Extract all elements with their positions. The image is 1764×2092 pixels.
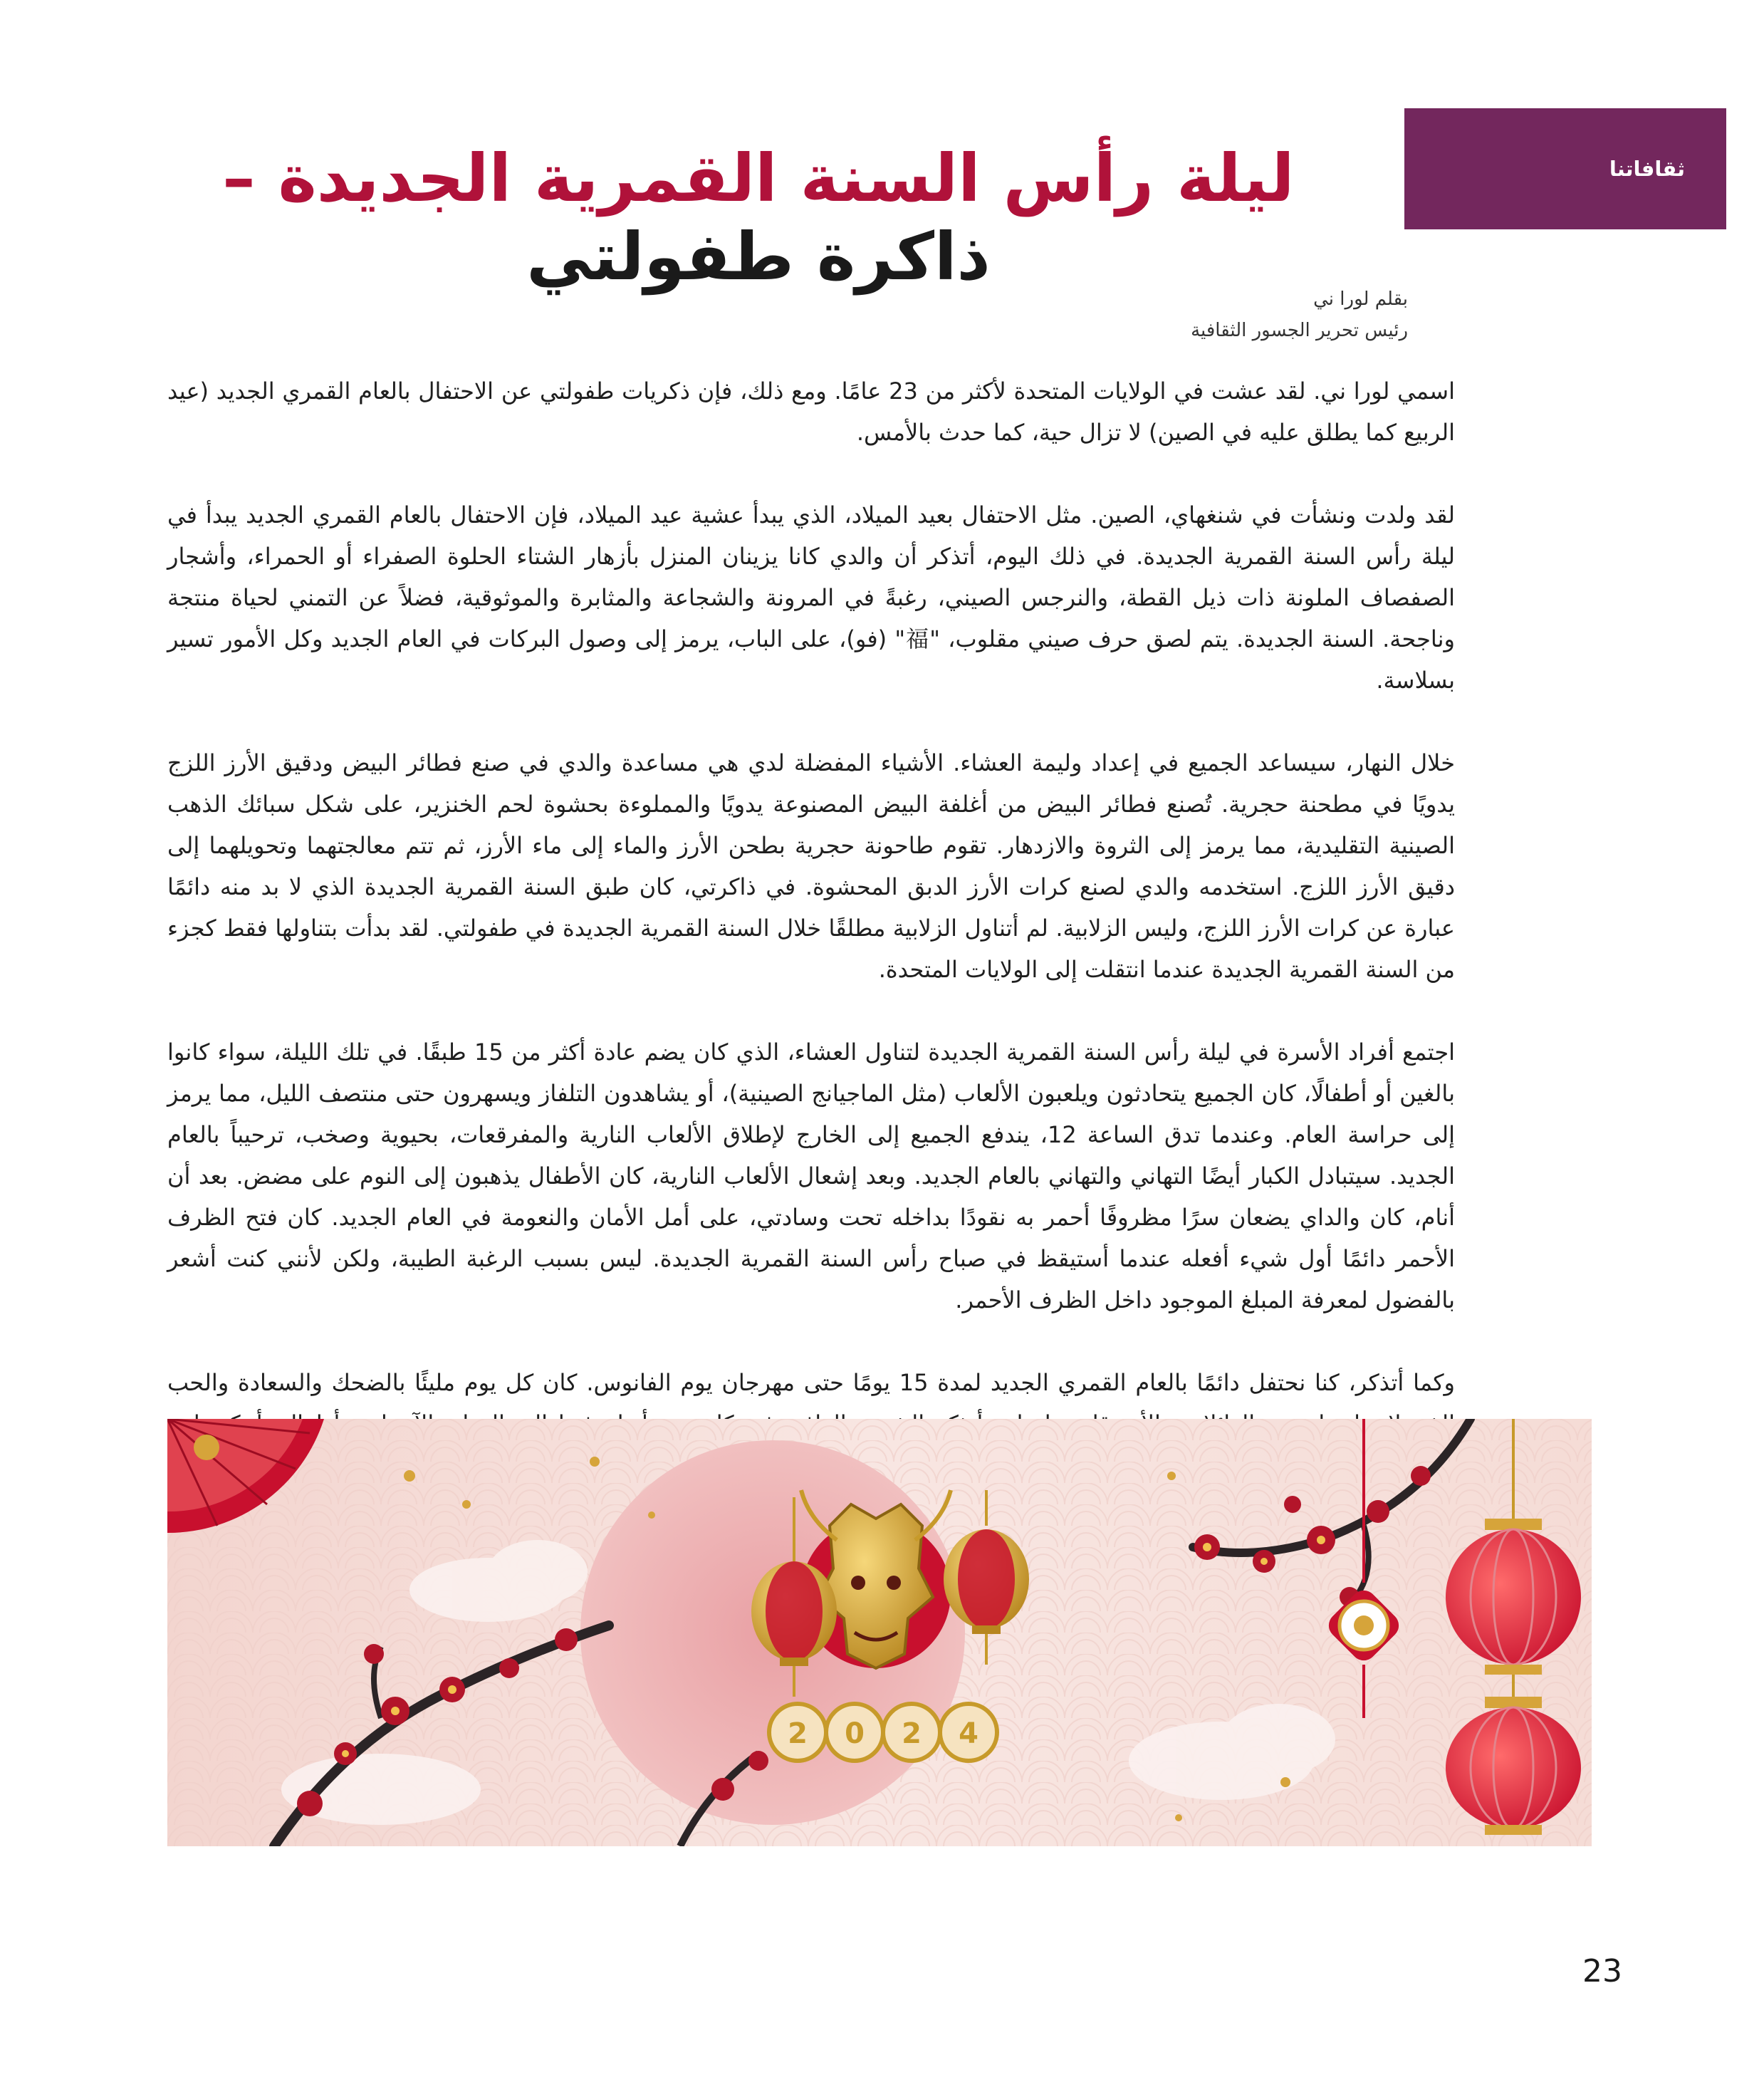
article-body [167, 370, 1455, 1527]
article-title-line-1: ليلة رأس السنة القمرية الجديدة – [222, 140, 1295, 217]
article-paragraph: لقد ولدت ونشأت في شنغهاي، الصين. مثل الاحتفال بعيد الميلاد، الذي يبدأ عشية عيد الميلاد، فإن الاحتفال بالعام القمري الجديد يبدأ في ليلة رأس السنة القمرية الجديدة. في ذلك اليوم، أتذكر أن والدي كانا يزينان المنزل بأزهار الشتاء الحلوة الصفراء أو الحمراء، وأشجار الصفصاف الملونة ذات ذيل القطة، والنرجس الصيني، رغبةً في المرونة والشجاعة والمثابرة والموثوقية، فضلاً عن التمني لحياة منتجة وناجحة. السنة الجديدة. يتم لصق حرف صيني مقلوب، "福" (فو)، على الباب، يرمز إلى وصول البركات في العام الجديد وكل الأمور تسير بسلاسة. [167, 501, 1456, 694]
year-digit: 0 [845, 1717, 865, 1750]
article-paragraph: وكما أتذكر، كنا نحتفل دائمًا بالعام القمري الجديد لمدة 15 يومًا حتى مهرجان يوم الفانوس. كان كل يوم مليئًا بالضحك والسعادة والحب [167, 1369, 1456, 1396]
byline-author: بقلم لورا ني [1313, 288, 1408, 310]
byline [767, 283, 1408, 346]
section-label: ثقافاتنا [1404, 108, 1726, 229]
lunar-new-year-banner [167, 1419, 1592, 1846]
byline-role: رئيس تحرير الجسور الثقافية [1191, 320, 1408, 341]
banner-illustration [167, 1419, 1592, 1846]
year-digit: 2 [902, 1717, 922, 1750]
year-digit: 4 [959, 1717, 978, 1750]
article-paragraph: خلال النهار، سيساعد الجميع في إعداد وليمة العشاء. الأشياء المفضلة لدي هي مساعدة والدي في صنع فطائر البيض ودقيق الأرز اللزج يدويًا في مطحنة حجرية. تُصنع فطائر البيض من أغلفة البيض المصنوعة يدويًا والمملوءة بحشوة لحم الخنزير، على شكل سبائك الذهب الصينية التقليدية، مما يرمز إلى الثروة والازدهار. تقوم طاحونة حجرية بطحن الأرز والماء إلى ماء الأرز، ثم تتم معالجتهما وتحويلهما إلى دقيق الأرز اللزج. استخدمه والدي لصنع كرات الأرز الدبق المحشوة. في ذاكرتي، كان طبق السنة القمرية الجديدة الذي لا بد منه دائمًا عبارة عن كرات الأرز اللزج، وليس الزلابية. لم أتناول الزلابية مطلقًا خلال السنة القمرية الجديدة في طفولتي. لقد بدأت بتناولها فقط كجزء من السنة القمرية الجديدة عندما انتقلت إلى الولايات المتحدة. [167, 749, 1455, 983]
article-paragraph: اجتمع أفراد الأسرة في ليلة رأس السنة القمرية الجديدة لتناول العشاء، الذي كان يضم عادة أكثر من 15 طبقًا. في تلك الليلة، سواء كانوا بالغين أو أطفالًا، كان الجميع يتحادثون ويلعبون الألعاب (مثل الماجيانج الصينية)، أو يشاهدون التلفاز ويسهرون حتى منتصف الليل، مما يرمز إلى حراسة العام. وعندما تدق الساعة 12، يندفع الجميع إلى الخارج لإطلاق الألعاب النارية والمفرقعات، بحيوية وصخب، ترحيباً بالعام الجديد. سيتبادل الكبار أيضًا التهاني والتهاني بالعام الجديد. وبعد إشعال الألعاب النارية، كان الأطفال يذهبون إلى النوم على مضض. بعد أن أنام، كان والداي يضعان سرًا مظروفًا أحمر به نقودًا بداخله تحت وسادتي، على أمل الأمان والنعومة في العام الجديد. كان فتح الظرف الأحمر دائمًا أول شيء أفعله عندما أستيقظ في صباح رأس السنة القمرية الجديدة. ليس بسبب الرغبة الطيبة، ولكن لأنني كنت أشعر بالفضول لمعرفة المبلغ الموجود داخل الظرف الأحمر. [167, 1039, 1456, 1313]
year-digit: 2 [788, 1717, 808, 1750]
page-number: 23 [1582, 1953, 1622, 1989]
article-title-line-2: ذاكرة طفولتي [526, 219, 991, 295]
article-paragraph: اسمي لورا ني. لقد عشت في الولايات المتحدة لأكثر من 23 عامًا. ومع ذلك، فإن ذكريات طفولتي عن الاحتفال بالعام القمري الجديد (عيد الربيع كما يطلق عليه في الصين) لا تزال حية، كما حدث بالأمس. [167, 378, 1456, 446]
